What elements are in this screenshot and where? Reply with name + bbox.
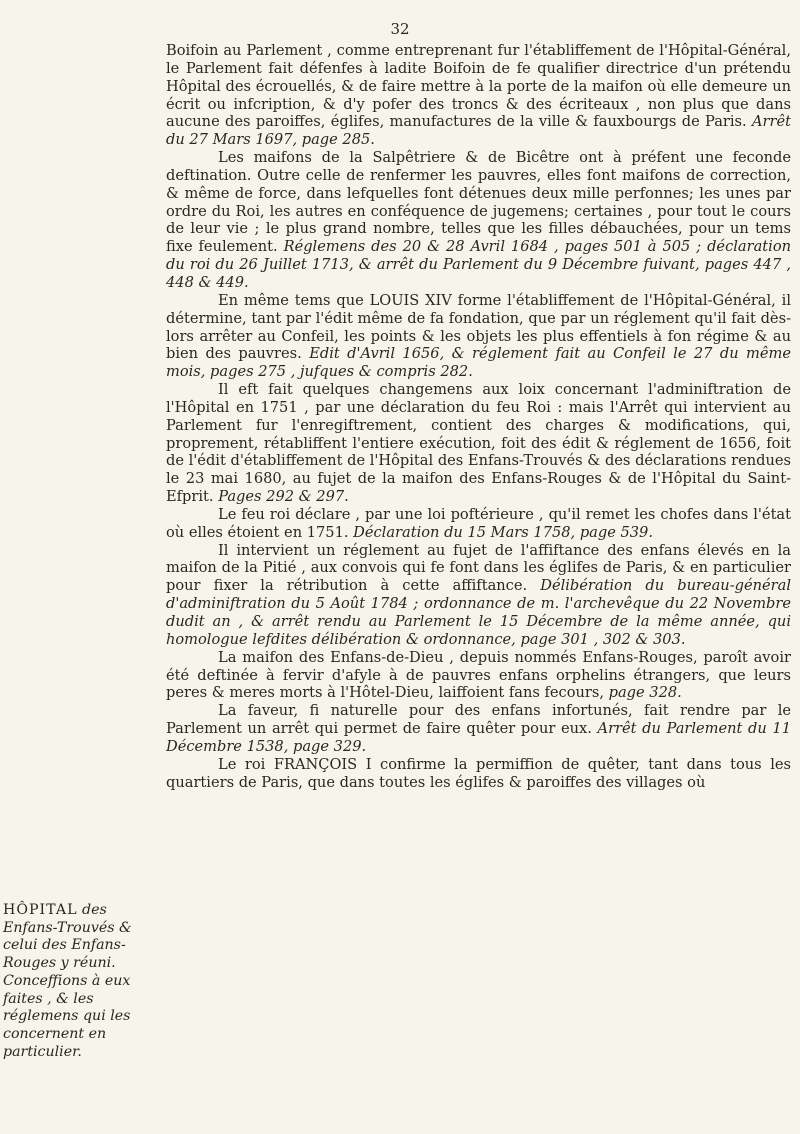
reference: Arrêt du 27 Mars 1697, page 285.: [166, 113, 792, 149]
paragraph: La maifon des Enfans-de-Dieu , depuis nommés Enfans-Rouges, paroît avoir été deftinée à fervir d'afyle à de pauvres enfans orphelins étrangers, que leurs peres & meres morts à l'Hôtel-Dieu, laiffoient fans fecours, page 328.: [166, 648, 791, 702]
paragraph: Il intervient un réglement au fujet de l'affiftance des enfans élevés en la maifon de la Pitié , aux convois qui fe font dans les églifes de Paris, & en particulier pour fixer la rétribution à cette affiftance. Délibération du bureau-général d'adminiftration du 5 Août 1784 ; ordonnance de m. l'archevêque du 22 Novembre dudit an , & arrêt rendu au Parlement le 15 Décembre de la même année, qui homologue lefdites délibération & ordonnance, page 301 , 302 & 303.: [166, 541, 792, 648]
paragraph: En même tems que LOUIS XIV forme l'établiffement de l'Hôpital-Général, il détermine, tant par l'édit même de fa fondation, que par un réglement qu'il fait dès-lors arrêter au Confeil, les points & les objets les plus effentiels à fon régime & au bien des pauvres. Edit d'Avril 1656, & réglement fait au Confeil le 27 du même mois, pages 275 , jufques & compris 282.: [166, 291, 791, 381]
paragraph: La faveur, fi naturelle pour des enfans infortunés, fait rendre par le Parlement un arrêt qui permet de faire quêter pour eux. Arrêt du Parlement du 11 Décembre 1538, page 329.: [166, 702, 792, 755]
paragraph: Les maifons de la Salpêtriere & de Bicêtre ont à préfent une feconde deftination. Outre celle de renfermer les pauvres, elles font maifons de correction, & même de force, dans lefquelles font détenues deux mille perfonnes; les unes par ordre du Roi, les autres en conféquence de jugemens; certaines , pour tout le cours de leur vie ; le plus grand nombre, telles que les filles débauchées, pour un tems fixe feulement. Réglemens des 20 & 28 Avril 1684 , pages 501 à 505 ; déclaration du roi du 26 Juillet 1713, & arrêt du Parlement du 9 Décembre fuivant, pages 447 , 448 & 449.: [166, 149, 791, 291]
reference: Déclaration du 15 Mars 1758, page 539.: [353, 523, 653, 541]
margin-note-lead: HÔPITAL: [3, 902, 78, 918]
reference: Pages 292 & 297.: [218, 488, 349, 506]
paragraph: Le feu roi déclare , par une loi poftérieure , qu'il remet les chofes dans l'état où elles étoient en 1751. Déclaration du 15 Mars 1758, page 539.: [166, 505, 791, 541]
reference: Edit d'Avril 1656, & réglement fait au Confeil le 27 du même mois, pages 275 , jufques & compris 282.: [166, 345, 791, 381]
paragraph: Le roi FRANÇOIS I confirme la permiffion de quêter, tant dans tous les quartiers de Paris, que dans toutes les églifes & paroiffes des villages où: [166, 755, 791, 791]
page-number: 32: [390, 20, 410, 38]
paragraph: Boifoin au Parlement , comme entreprenant fur l'établiffement de l'Hôpital-Général, le Parlement fait défenfes à ladite Boifoin de fe qualifier directrice d'un prétendu Hôpital des écrouellés, & de faire mettre à la porte de la maifon où elle demeure un écrit ou infcription, & d'y pofer des troncs & des écriteaux , non plus que dans aucune des paroiffes, églifes, manufactures de la ville & fauxbourgs de Paris. Arrêt du 27 Mars 1697, page 285.: [166, 42, 792, 149]
margin-note-text: des Enfans-Trouvés & celui des Enfans-Rouges y réuni. Conceffions à eux faites , & les réglemens qui les concernent en particulier.: [3, 902, 132, 1060]
paragraph: Il eft fait quelques changemens aux loix concernant l'adminiftration de l'Hôpital en 1751 , par une déclaration du feu Roi : mais l'Arrêt qui intervient au Parlement fur l'enregiftrement, contient des charges & modifications, qui, proprement, rétabliffent l'entiere exécution, foit des édit & réglement de 1656, foit de l'édit d'établiffement de l'Hôpital des Enfans-Trouvés & des déclarations rendues le 23 mai 1680, au fujet de la maifon des Enfans-Rouges & de l'Hôpital du Saint-Efprit. Pages 292 & 297.: [166, 381, 791, 506]
body-text: [166, 42, 791, 791]
reference: page 328.: [608, 684, 682, 702]
reference: Réglemens des 20 & 28 Avril 1684 , pages 501 à 505 ; déclaration du roi du 26 Juillet 1713, & arrêt du Parlement du 9 Décembre fuivant, pages 447 , 448 & 449.: [166, 238, 791, 291]
reference: Délibération du bureau-général d'adminiftration du 5 Août 1784 ; ordonnance de m. l'archevêque du 22 Novembre dudit an , & arrêt rendu au Parlement le 15 Décembre de la même année, qui homologue lefdites délibération & ordonnance, page 301 , 302 & 303.: [166, 577, 792, 648]
reference: Arrêt du Parlement du 11 Décembre 1538, page 329.: [166, 720, 792, 755]
margin-note: [3, 902, 163, 1061]
